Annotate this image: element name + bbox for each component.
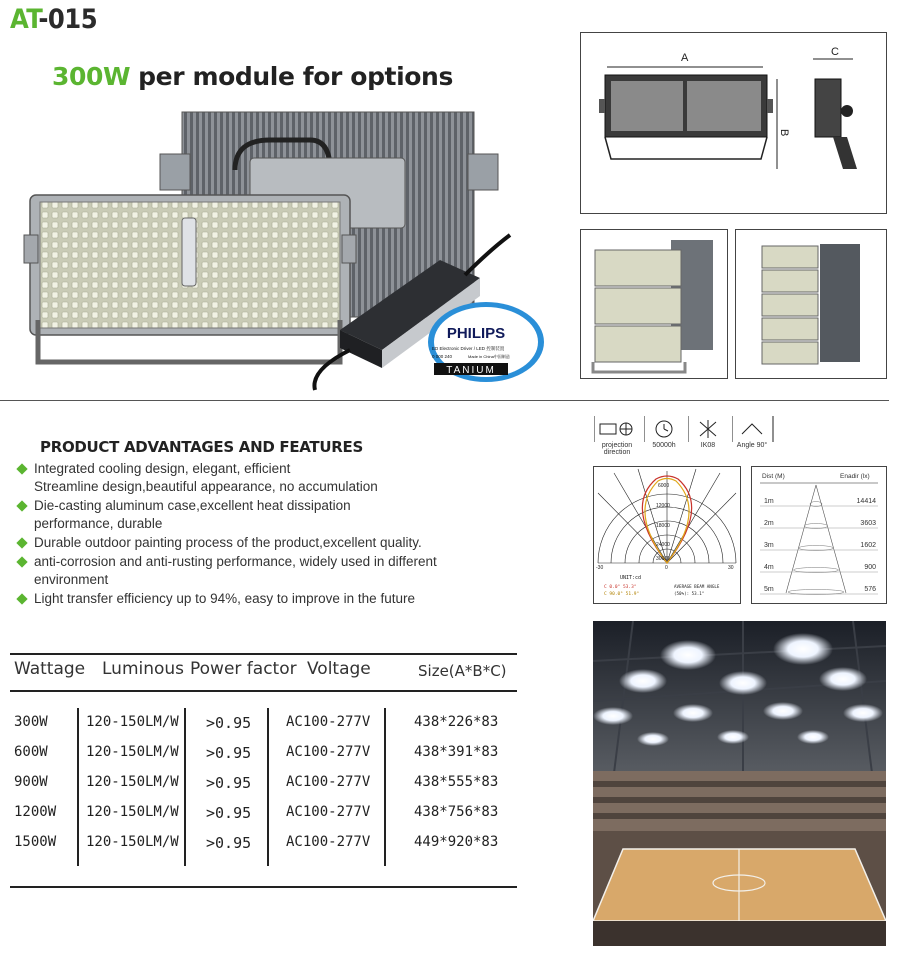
illuminance-table <box>751 466 887 604</box>
feature-item: Integrated cooling design, elegant, efficient Streamline design,beautiful appearance, no accumulation <box>18 460 458 496</box>
section-divider <box>0 400 889 401</box>
polar-avg-label: AVERAGE BEAM ANGLE <box>674 584 720 589</box>
col-separator <box>184 708 186 866</box>
bullet-diamond-icon <box>16 463 27 474</box>
feature-item: anti-corrosion and anti-rusting performance, widely used in different environment <box>18 553 458 589</box>
table-cell: 438*391*83 <box>414 744 499 760</box>
illuminance-svg <box>752 467 886 603</box>
table-cell: 438*756*83 <box>414 804 499 820</box>
illum-dist: 3m <box>764 542 774 549</box>
polar-ring-label: 12000 <box>656 503 670 509</box>
polar-zero: 0 <box>665 565 668 571</box>
bullet-diamond-icon <box>16 593 27 604</box>
table-cell: AC100-277V <box>286 834 371 850</box>
feature-item: Die-casting aluminum case,excellent heat dissipation performance, durable <box>18 497 458 533</box>
col-header-size: Size(A*B*C) <box>418 662 507 680</box>
table-cell: AC100-277V <box>286 804 371 820</box>
table-cell: 900W <box>14 774 48 790</box>
dim-a-label: A <box>681 52 689 64</box>
spec-table <box>10 653 517 888</box>
driver-code: 0 000 240 <box>432 354 453 359</box>
col-header-luminous: Luminous <box>102 659 185 679</box>
col-header-wattage: Wattage <box>14 659 86 679</box>
feature-icons <box>592 416 774 454</box>
table-cell: 449*920*83 <box>414 834 499 850</box>
features-title: PRODUCT ADVANTAGES AND FEATURES <box>40 438 363 456</box>
driver-line: ED Electronic Driver / LED 控制装置 <box>432 346 505 351</box>
model-number: -015 <box>38 4 98 35</box>
table-cell: 1200W <box>14 804 57 820</box>
illum-dist: 5m <box>764 586 774 593</box>
table-cell: >0.95 <box>206 804 252 822</box>
table-cell: AC100-277V <box>286 744 371 760</box>
table-cell: 1500W <box>14 834 57 850</box>
feature-item: Light transfer efficiency up to 94%, easy to improve in the future <box>18 590 458 608</box>
headline-wattage: 300W <box>52 62 131 91</box>
model-prefix: AT <box>10 4 39 35</box>
polar-legend-1: C 0.0° 53.3° <box>604 585 637 590</box>
polar-unit: UNIT:cd <box>620 575 642 581</box>
table-cell: 438*226*83 <box>414 714 499 730</box>
table-cell: 120-150LM/W <box>86 744 179 760</box>
table-header-rule <box>10 690 517 692</box>
col-separator <box>384 708 386 866</box>
illum-lux: 900 <box>864 564 876 571</box>
features-list <box>18 460 458 609</box>
dim-c-label: C <box>831 46 839 58</box>
philips-logo: PHILIPS <box>446 325 506 342</box>
variant-3-module <box>580 229 728 379</box>
illum-col-dist: Dist (M) <box>762 473 785 480</box>
model-title <box>10 4 97 35</box>
col-separator <box>77 708 79 866</box>
col-separator <box>267 708 269 866</box>
table-cell: >0.95 <box>206 744 252 762</box>
polar-left-angle: -30 <box>596 565 604 571</box>
series-label: TANIUM <box>446 365 496 376</box>
table-cell: >0.95 <box>206 774 252 792</box>
bullet-diamond-icon <box>16 537 27 548</box>
dimension-drawing <box>580 32 887 214</box>
table-cell: 120-150LM/W <box>86 834 179 850</box>
table-cell: >0.95 <box>206 714 252 732</box>
polar-ring-label: 30000 <box>656 556 670 562</box>
illum-dist: 2m <box>764 520 774 527</box>
polar-ring-label: 6000 <box>658 483 670 489</box>
table-cell: AC100-277V <box>286 714 371 730</box>
illum-lux: 3603 <box>860 520 876 527</box>
table-cell: 300W <box>14 714 48 730</box>
table-cell: 120-150LM/W <box>86 714 179 730</box>
illum-col-lux: Enadir (lx) <box>840 473 870 480</box>
illum-lux: 1602 <box>860 542 876 549</box>
angle-icon: Angle 90° <box>732 416 772 454</box>
polar-avg-value: (50%): 53.1° <box>674 591 705 596</box>
polar-right-angle: 30 <box>728 565 734 571</box>
variant-5-module <box>735 229 887 379</box>
headline-tagline: per module for options <box>138 62 453 91</box>
table-cell: 438*555*83 <box>414 774 499 790</box>
table-cell: 120-150LM/W <box>86 774 179 790</box>
table-top-rule <box>10 653 517 655</box>
feature-item: Durable outdoor painting process of the product,excellent quality. <box>18 534 458 552</box>
headline <box>52 62 453 91</box>
polar-ring-label: 24000 <box>656 542 670 548</box>
bullet-diamond-icon <box>16 500 27 511</box>
made-in: Made in China中国制造 <box>468 354 510 359</box>
bullet-diamond-icon <box>16 556 27 567</box>
impact-icon: IK08 <box>688 416 728 454</box>
polar-legend-2: C 90.0° 51.9° <box>604 592 640 597</box>
dimension-diagram <box>581 33 886 213</box>
illum-lux: 14414 <box>856 498 876 505</box>
polar-ring-label: 18000 <box>656 523 670 529</box>
variant-5-module-image <box>736 230 886 378</box>
projection-direction-icon: projection direction <box>594 416 640 454</box>
table-cell: AC100-277V <box>286 774 371 790</box>
table-cell: >0.95 <box>206 834 252 852</box>
product-hero-image <box>10 100 550 392</box>
illum-dist: 4m <box>764 564 774 571</box>
dim-b-label: B <box>778 129 790 137</box>
col-header-voltage: Voltage <box>307 659 371 679</box>
illum-lux: 576 <box>864 586 876 593</box>
lifetime-icon: 50000h <box>644 416 684 454</box>
illum-dist: 1m <box>764 498 774 505</box>
polar-distribution-chart <box>593 466 741 604</box>
table-cell: 120-150LM/W <box>86 804 179 820</box>
col-header-power-factor: Power factor <box>190 659 297 679</box>
polar-chart-svg <box>594 467 740 603</box>
table-cell: 600W <box>14 744 48 760</box>
stadium-application-photo <box>593 621 886 946</box>
variant-3-module-image <box>581 230 727 378</box>
table-bottom-rule <box>10 886 517 888</box>
